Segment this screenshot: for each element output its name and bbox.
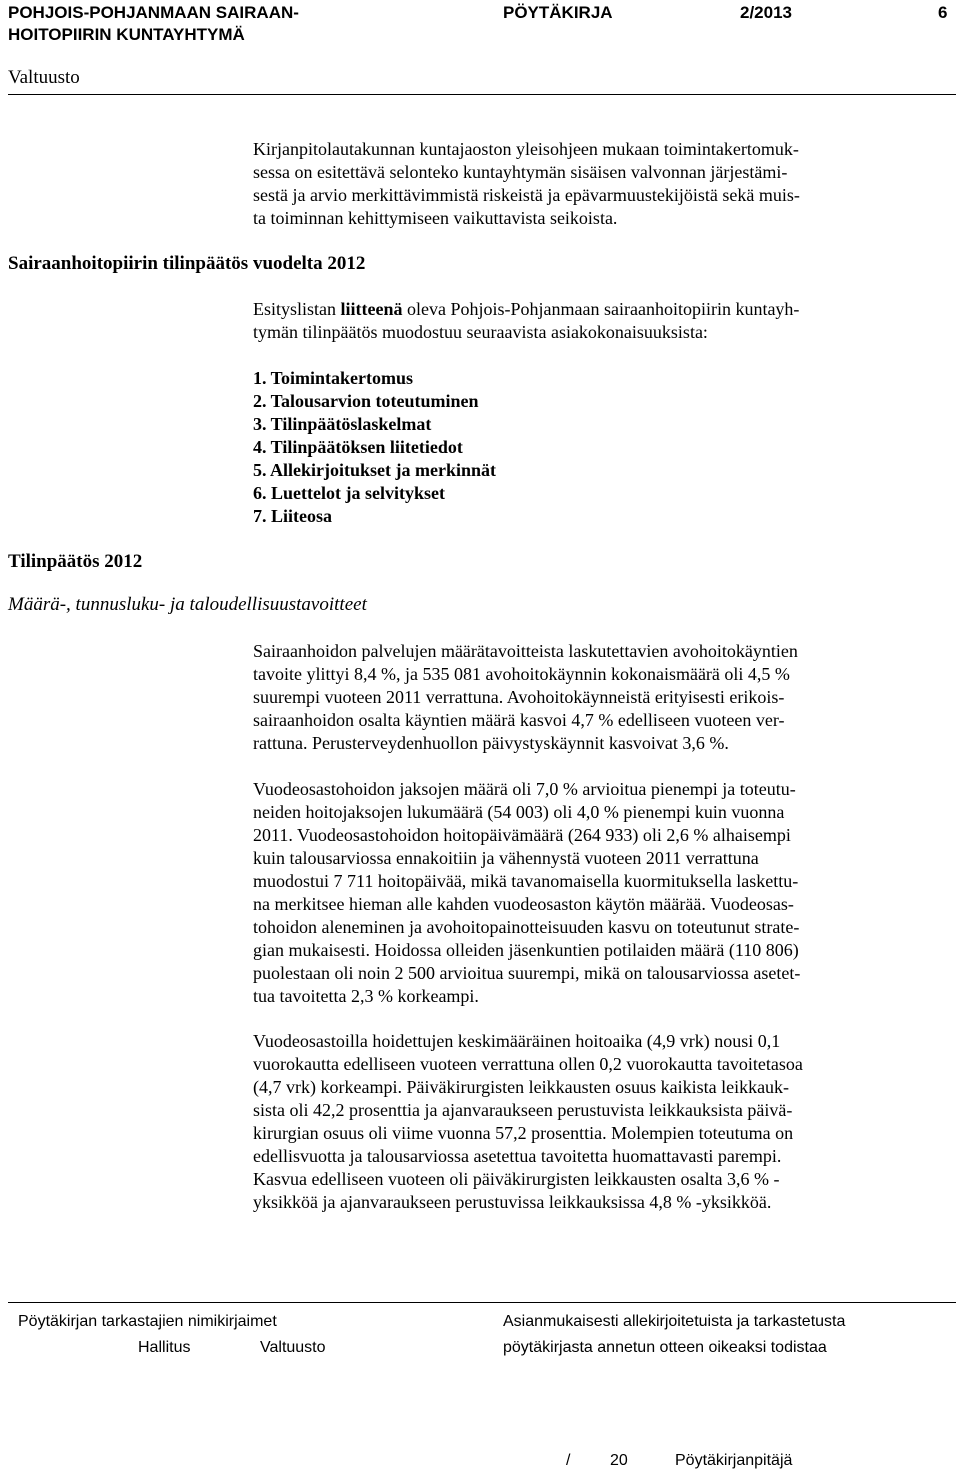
text-line: rattuna. Perusterveydenhuollon päivystyskäynnit kasvoivat 3,6 %. <box>253 733 729 753</box>
text-line: kuin talousarviossa ennakoitiin ja vähennystä vuoteen 2011 verrattuna <box>253 848 759 868</box>
text-line: yksikköä ja ajanvaraukseen perustuvissa leikkauksissa 4,8 % -yksikköä. <box>253 1192 772 1212</box>
text-line: 2011. Vuodeosastohoidon hoitopäivämäärä (264 933) oli 2,6 % alhaisempi <box>253 825 791 845</box>
list-item: 2. Talousarvion toteutuminen <box>253 391 479 411</box>
text-line: (4,7 vrk) korkeampi. Päiväkirurgisten leikkausten osuus kaikista leikkauk- <box>253 1077 790 1097</box>
paragraph-inpatient <box>253 778 953 1008</box>
organization-name-line1: POHJOIS-POHJANMAAN SAIRAAN- <box>8 3 299 22</box>
footer-divider <box>8 1302 956 1303</box>
text-line: tohoidon aleneminen ja avohoitopainotteisuuden kasvu on toteutunut strate- <box>253 917 800 937</box>
initials-label: Pöytäkirjan tarkastajien nimikirjaimet <box>18 1313 277 1330</box>
text-fragment: Esityslistan <box>253 299 341 319</box>
text-line: tymän tilinpäätös muodostuu seuraavista asiakokonaisuuksista: <box>253 322 708 342</box>
list-item: 4. Tilinpäätöksen liitetiedot <box>253 437 463 457</box>
text-line: Sairaanhoidon palvelujen määrätavoitteista laskutettavien avohoitokäyntien <box>253 641 798 661</box>
section-title-statements-2012: Tilinpäätös 2012 <box>8 551 143 572</box>
organization-name <box>8 2 299 46</box>
text-line: puolestaan oli noin 2 500 arvioitua suurempi, mikä on talousarviossa asetet- <box>253 963 801 983</box>
text-line: gian mukaisesti. Hoidossa olleiden jäsenkuntien potilaiden määrä (110 806) <box>253 940 799 960</box>
header-divider <box>8 94 956 95</box>
date-slash: / <box>566 1452 571 1469</box>
text-line <box>253 298 953 321</box>
attachment-paragraph <box>253 298 953 344</box>
list-item: 1. Toimintakertomus <box>253 368 414 388</box>
document-number: 2/2013 <box>740 3 792 22</box>
certification-line1: Asianmukaisesti allekirjoitetuista ja tarkastetusta <box>503 1313 846 1330</box>
organization-name-line2: HOITOPIIRIN KUNTAYHTYMÄ <box>8 25 245 44</box>
attachment-link-text: liitteenä <box>340 299 403 319</box>
text-fragment: oleva Pohjois-Pohjanmaan sairaanhoitopiirin kuntayh- <box>402 299 800 319</box>
text-line: Vuodeosastohoidon jaksojen määrä oli 7,0 % arvioitua pienempi ja toteutu- <box>253 779 796 799</box>
section-subtitle-targets: Määrä-, tunnusluku- ja taloudellisuustavoitteet <box>8 594 367 615</box>
text-line: edellisvuotta ja talousarviossa asetettua tavoitetta huomattavasti parempi. <box>253 1146 782 1166</box>
text-line: ta toiminnan kehittymiseen vaikuttavista seikoista. <box>253 208 618 228</box>
text-line: vuorokautta edelliseen vuoteen verrattuna ollen 0,2 vuorokautta tavoitetasoa <box>253 1054 803 1074</box>
paragraph-surgery <box>253 1030 953 1214</box>
text-line: neiden hoitojaksojen lukumäärä (54 003) oli 4,0 % pienempi kuin vuonna <box>253 802 785 822</box>
text-line: sista oli 42,2 prosenttia ja ajanvaraukseen perustuvista leikkauksista päivä- <box>253 1100 793 1120</box>
text-line: sessa on esitettävä selonteko kuntayhtymän sisäisen valvonnan järjestämi- <box>253 162 788 182</box>
list-item: 5. Allekirjoitukset ja merkinnät <box>253 460 496 480</box>
initials-column-board: Hallitus <box>138 1339 191 1356</box>
text-line: muodostui 7 711 hoitopäivää, mikä tavanomaisella kuormituksella laskettu- <box>253 871 799 891</box>
certification-line2: pöytäkirjasta annetun otteen oikeaksi todistaa <box>503 1339 827 1356</box>
contents-list <box>253 367 496 528</box>
text-line: suurempi vuoteen 2011 verrattuna. Avohoitokäynneistä erityisesti erikois- <box>253 687 785 707</box>
body-label: Valtuusto <box>8 67 80 88</box>
paragraph-outpatient <box>253 640 953 755</box>
text-line: tua tavoitetta 2,3 % korkeampi. <box>253 986 479 1006</box>
text-line: kirurgian osuus oli viime vuonna 57,2 prosenttia. Molempien toteutuma on <box>253 1123 794 1143</box>
initials-column-council: Valtuusto <box>260 1339 326 1356</box>
section-title-financial-statements: Sairaanhoitopiirin tilinpäätös vuodelta 2012 <box>8 253 366 274</box>
document-type: PÖYTÄKIRJA <box>503 3 613 22</box>
text-line: Kasvua edelliseen vuoteen oli päiväkirurgisten leikkausten osalta 3,6 % - <box>253 1169 780 1189</box>
list-item: 6. Luettelot ja selvitykset <box>253 483 445 503</box>
date-year: 20 <box>610 1452 628 1469</box>
text-line: sestä ja arvio merkittävimmistä riskeistä ja epävarmuustekijöistä sekä muis- <box>253 185 800 205</box>
text-line: na merkitsee hieman alle kahden vuodeosaston käytön määrää. Vuodeosas- <box>253 894 794 914</box>
list-item: 7. Liiteosa <box>253 506 332 526</box>
text-line: tavoite ylittyi 8,4 %, ja 535 081 avohoitokäynnin kokonaismäärä oli 4,5 % <box>253 664 790 684</box>
list-item: 3. Tilinpäätöslaskelmat <box>253 414 432 434</box>
text-line: Kirjanpitolautakunnan kuntajaoston yleisohjeen mukaan toimintakertomuk- <box>253 139 799 159</box>
text-line: Vuodeosastoilla hoidettujen keskimääräinen hoitoaika (4,9 vrk) nousi 0,1 <box>253 1031 781 1051</box>
page-number: 6 <box>938 3 948 22</box>
minutes-keeper-label: Pöytäkirjanpitäjä <box>675 1452 793 1469</box>
intro-paragraph <box>253 138 953 230</box>
text-line: sairaanhoidon osalta käyntien määrä kasvoi 4,7 % edelliseen vuoteen ver- <box>253 710 785 730</box>
